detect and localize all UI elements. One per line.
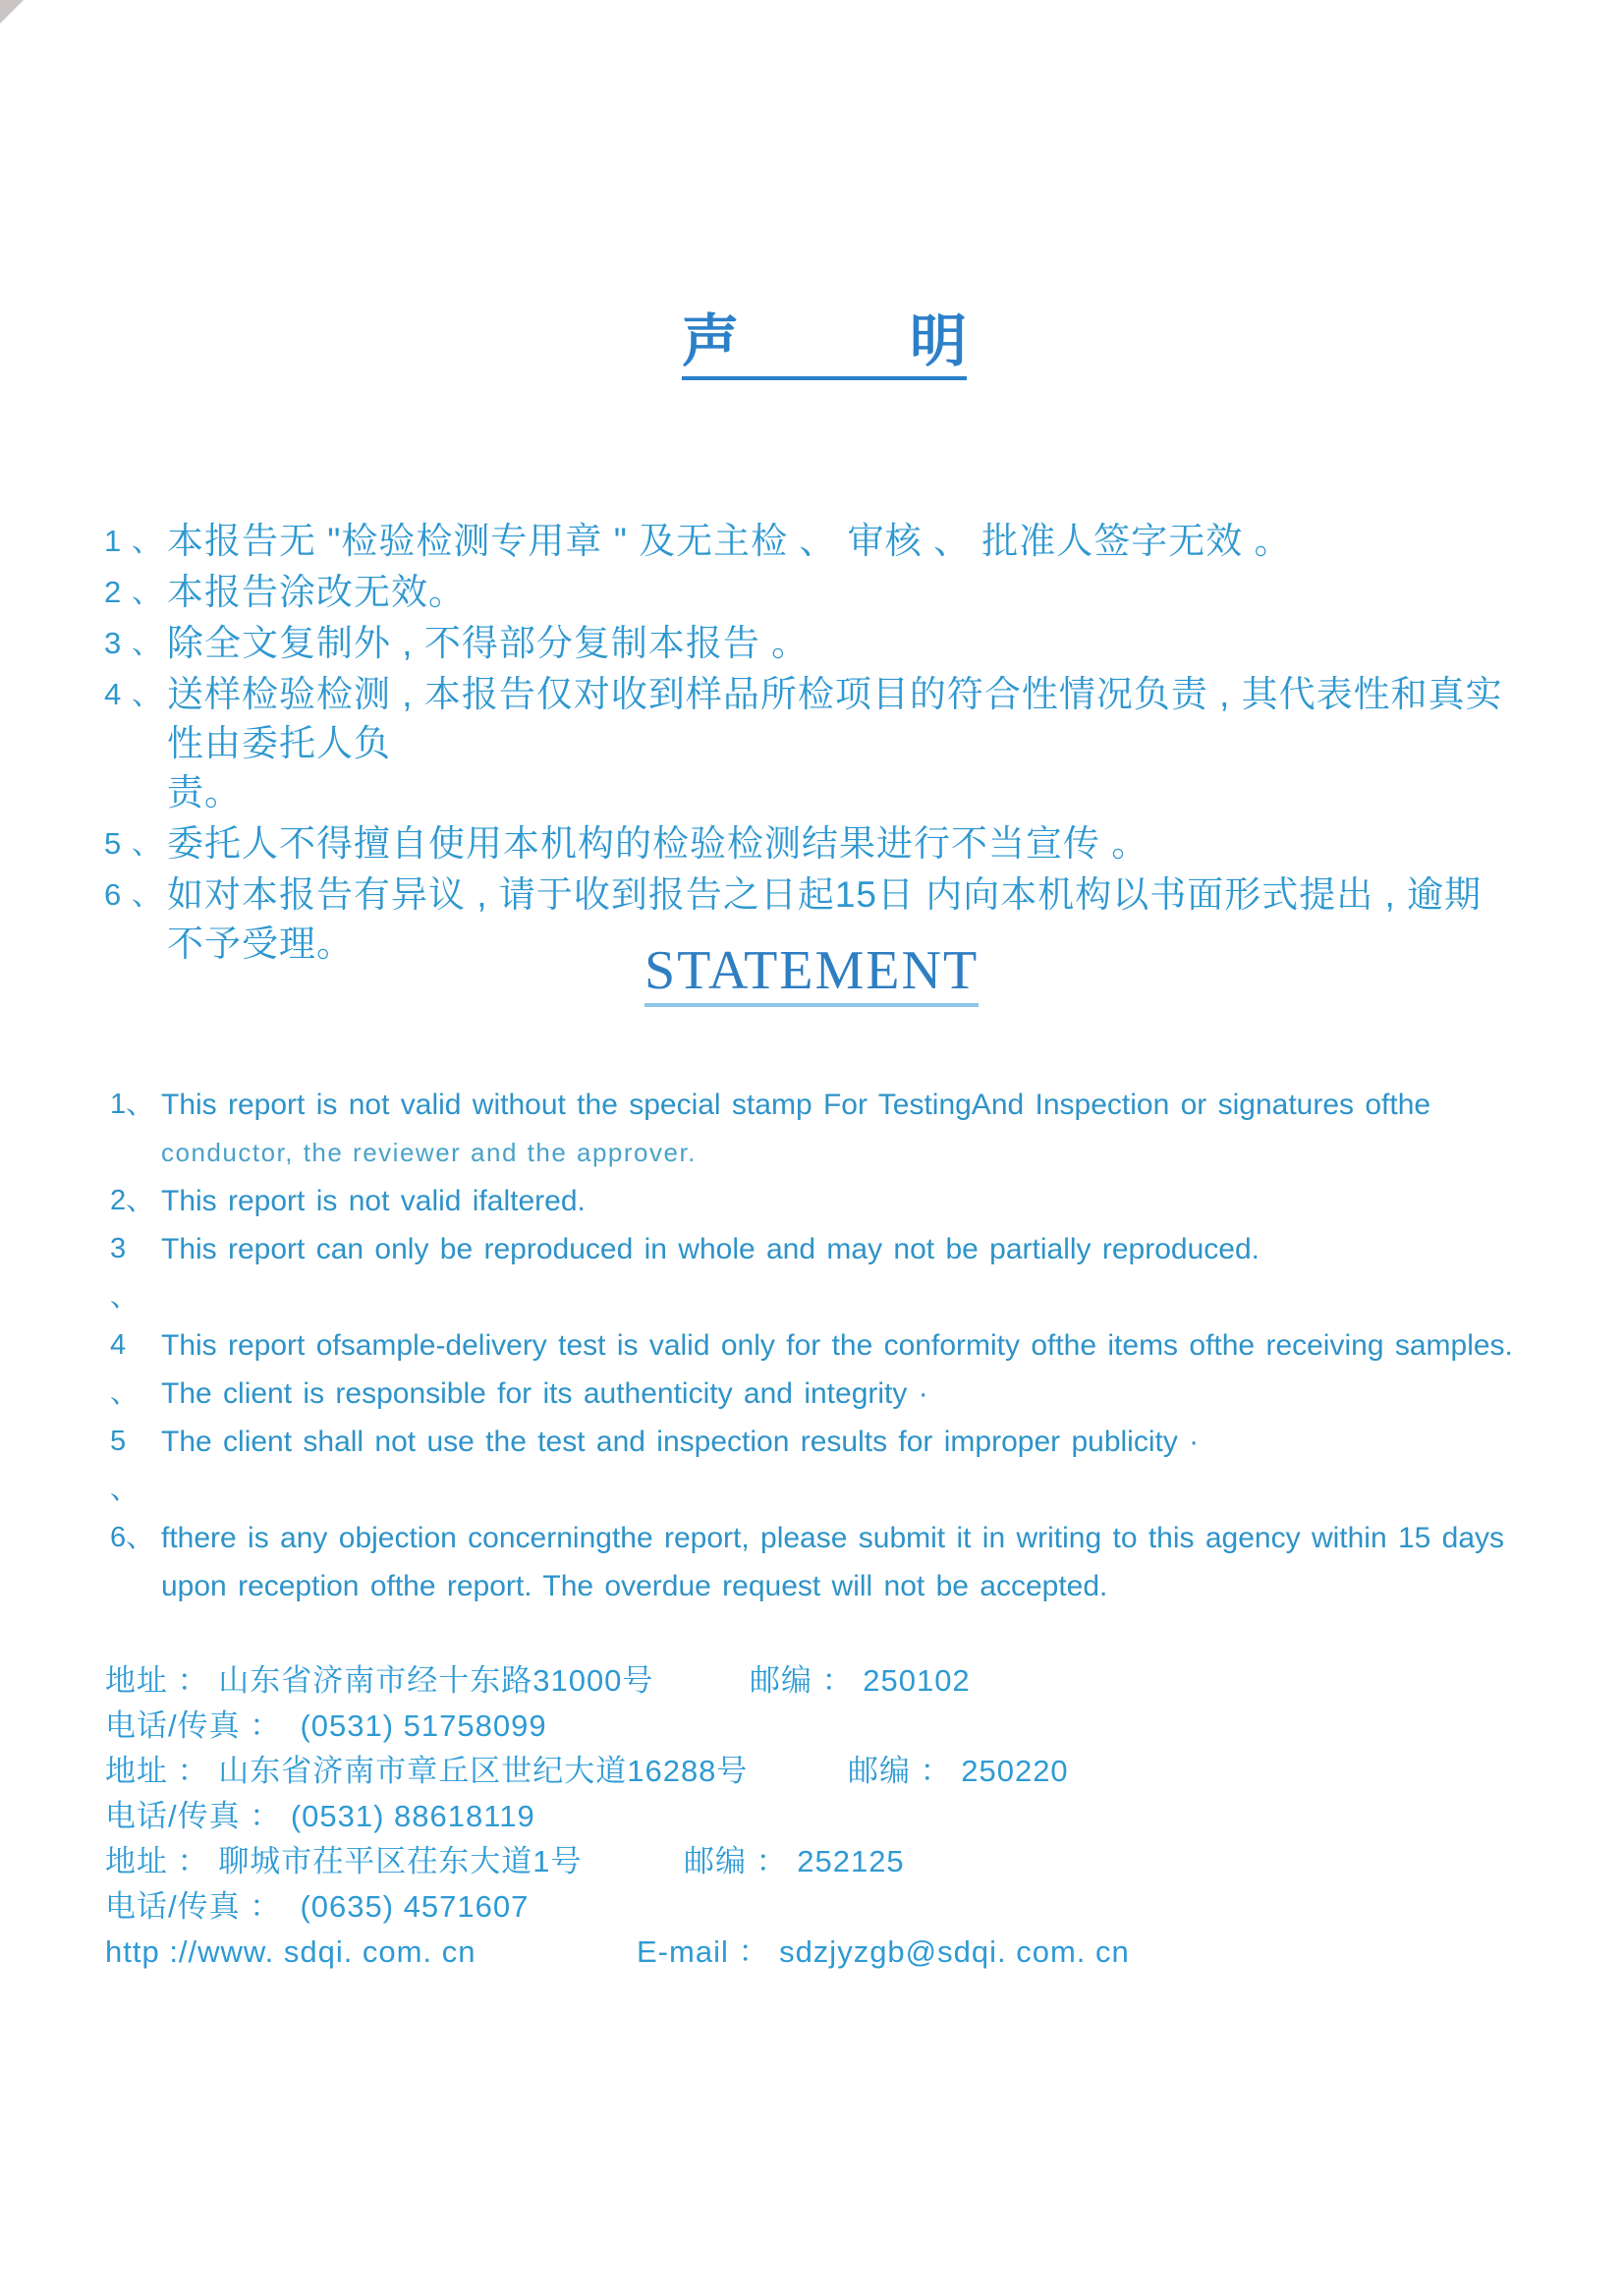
item-text: This report can only be reproduced in whole and may not be partially reproduced. [161,1233,1260,1265]
phone-value: 电话/传真 ： (0635) 4571607 [105,1889,530,1924]
item-text: This report is not valid ifaltered. [161,1185,586,1217]
item-number: 3 、 [104,626,163,660]
list-item [104,670,1519,817]
item-text: 本报告涂改无效。 [167,572,466,612]
list-item [110,1418,1535,1514]
list-item [104,819,1519,868]
chinese-statement-list [104,517,1519,971]
list-item [110,1081,1535,1177]
list-item [104,517,1519,566]
item-text: 如对本报告有异议 , 请于收到报告之日起15日 内向本机构以书面形式提出 , 逾期不予受理。 [167,874,1483,964]
page-title-english: STATEMENT [644,941,979,1007]
item-number: 1 、 [104,524,163,558]
item-number: 3 、 [110,1233,140,1313]
list-item [110,1514,1535,1610]
page-title-chinese: 声 明 [682,312,967,380]
address-line [105,1749,1382,1794]
address-value: 地址 ： 聊城市茌平区茌东大道1号 [105,1844,583,1878]
item-number: 6、 [110,1522,155,1553]
phone-fax-line [105,1704,1382,1749]
english-statement-list [110,1081,1535,1610]
item-number: 4 、 [110,1329,140,1409]
scan-corner-artifact [0,0,24,24]
address-line [105,1658,1382,1704]
contact-footer [105,1658,1382,1975]
phone-fax-line [105,1884,1382,1930]
phone-value: 电话/传真 ： (0531) 88618119 [105,1799,535,1833]
item-number: 5 、 [104,826,163,861]
item-number: 4 、 [104,677,163,711]
list-item [110,1321,1535,1418]
item-text: 送样检验检测 , 本报告仅对收到样品所检项目的符合性情况负责 , 其代表性和真实性由委托人负 责。 [167,674,1503,812]
item-text: fthere is any objection concerningthe report, please submit it in writing to this agency within 15 days upon reception ofthe report. The overdue request will not be accepted. [161,1522,1505,1602]
phone-value: 电话/传真 ： (0531) 51758099 [105,1708,547,1743]
list-item [110,1225,1535,1321]
item-text: 本报告无 "检验检测专用章 " 及无主检 、 审核 、 批准人签字无效 。 [167,521,1292,561]
postcode-value: 邮编 ： 250220 [848,1754,1069,1788]
item-text: The client shall not use the test and inspection results for improper publicity · [161,1426,1200,1458]
email-value: E-mail ： sdzjyzgb@sdqi. com. cn [637,1934,1130,1969]
item-text: 委托人不得擅自使用本机构的检验检测结果进行不当宣传 。 [167,823,1149,864]
list-item [110,1177,1535,1225]
address-line [105,1839,1382,1884]
item-number: 1、 [110,1089,155,1120]
postcode-value: 邮编 ： 252125 [684,1844,905,1878]
postcode-value: 邮编 ： 250102 [750,1663,971,1698]
item-number: 6 、 [104,877,163,912]
website-value: http ://www. sdqi. com. cn [105,1934,476,1969]
address-value: 地址 ： 山东省济南市经十东路31000号 [105,1663,654,1698]
item-text: This report ofsample-delivery test is valid only for the conformity ofthe items ofthe receiving samples. The client is responsible for its authenticity and integrity · [161,1329,1513,1410]
item-number: 2 、 [104,575,163,609]
item-text: 除全文复制外 , 不得部分复制本报告 。 [167,623,810,663]
address-value: 地址 ： 山东省济南市章丘区世纪大道16288号 [105,1754,749,1788]
phone-fax-line [105,1794,1382,1839]
list-item [104,568,1519,617]
item-number: 5 、 [110,1426,140,1505]
item-number: 2、 [110,1185,155,1216]
web-email-line [105,1930,1382,1975]
item-text: This report is not valid without the special stamp For TestingAnd Inspection or signatures ofthe conductor, the reviewer and the approver. [161,1089,1431,1167]
list-item [104,619,1519,668]
